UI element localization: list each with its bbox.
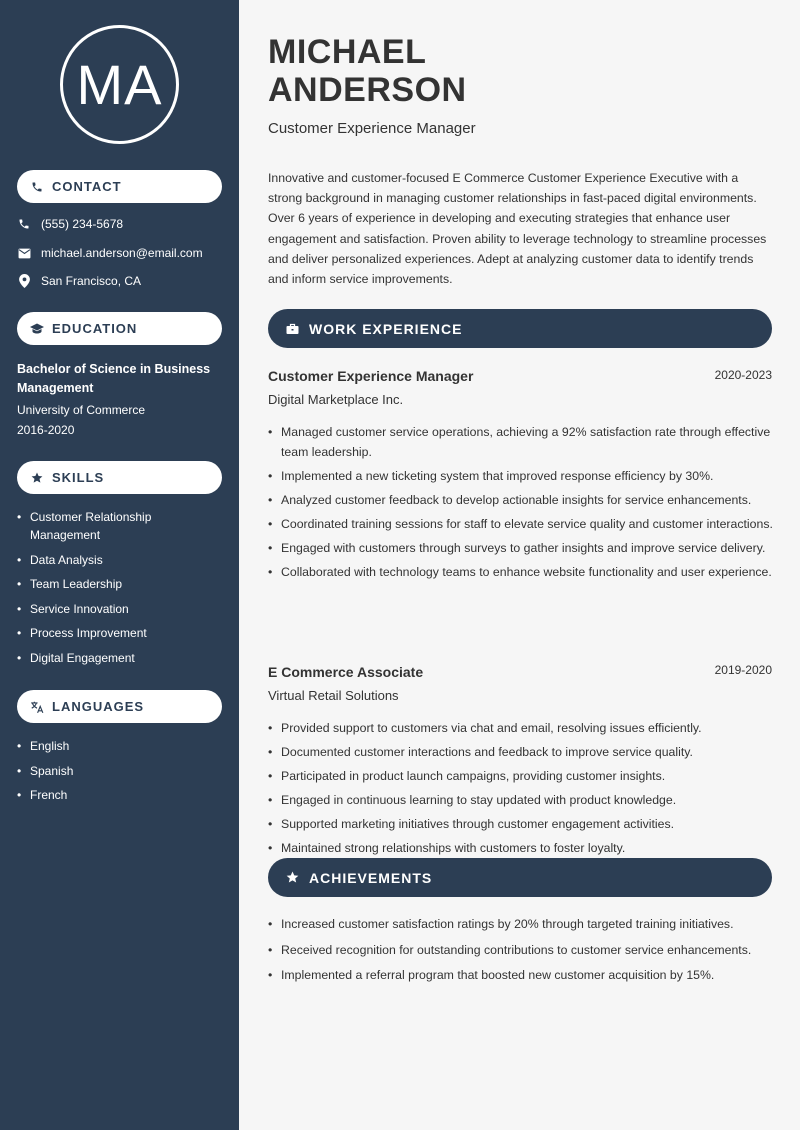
job-2-dates: 2019-2020: [714, 663, 772, 677]
achievement-item: • Implemented a referral program that boosted new customer acquisition by 15%.: [268, 966, 773, 986]
education-degree: Bachelor of Science in Business Management: [17, 362, 211, 395]
contact-heading-label: CONTACT: [52, 179, 122, 194]
achievements-heading-label: ACHIEVEMENTS: [309, 869, 433, 886]
monogram: MA: [60, 25, 179, 144]
skills-heading: [17, 461, 222, 494]
job-bullet: • Supported marketing initiatives through customer engagement activities.: [268, 815, 773, 835]
location-pin-icon: [17, 274, 31, 288]
job-1-bullets: [268, 423, 773, 587]
education-heading-label: EDUCATION: [52, 321, 138, 336]
language-item: • French: [17, 786, 222, 804]
achievements-list: [268, 915, 773, 990]
candidate-name: [268, 33, 568, 109]
job-bullet: • Engaged in continuous learning to stay updated with product knowledge.: [268, 791, 773, 811]
star-icon: [285, 871, 299, 885]
phone-icon: [30, 180, 44, 194]
job-bullet: • Maintained strong relationships with customers to foster loyalty.: [268, 839, 773, 859]
languages-heading-label: LANGUAGES: [52, 699, 145, 714]
skill-item: • Customer Relationship Management: [17, 508, 222, 544]
job-2-company: Virtual Retail Solutions: [268, 688, 399, 703]
language-item: • Spanish: [17, 762, 222, 780]
job-1-title: Customer Experience Manager: [268, 368, 474, 384]
contact-phone: [17, 217, 123, 231]
translate-icon: [30, 700, 44, 714]
skill-item: • Digital Engagement: [17, 649, 222, 667]
phone-icon: [17, 217, 31, 231]
sidebar: [0, 0, 239, 1130]
job-bullet: • Implemented a new ticketing system that improved response efficiency by 30%.: [268, 467, 773, 487]
job-bullet: • Documented customer interactions and feedback to improve service quality.: [268, 743, 773, 763]
job-bullet: • Managed customer service operations, achieving a 92% satisfaction rate through effective team leadership.: [268, 423, 773, 462]
job-bullet: • Participated in product launch campaigns, providing customer insights.: [268, 767, 773, 787]
skill-item: • Service Innovation: [17, 600, 222, 618]
phone-number[interactable]: (555) 234-5678: [41, 217, 124, 231]
achievement-item: • Received recognition for outstanding contributions to customer service enhancements.: [268, 941, 773, 961]
achievement-item: • Increased customer satisfaction ratings by 20% through targeted training initiatives.: [268, 915, 773, 935]
languages-list: [17, 737, 222, 811]
education-school: University of Commerce: [17, 403, 146, 417]
job-bullet: • Provided support to customers via chat and email, resolving issues efficiently.: [268, 719, 773, 739]
education-heading: [17, 312, 222, 345]
contact-email: [17, 246, 203, 260]
job-1-company: Digital Marketplace Inc.: [268, 392, 404, 407]
languages-heading: [17, 690, 222, 723]
name-text: MICHAEL ANDERSON: [268, 33, 467, 109]
job-1-dates: 2020-2023: [714, 368, 772, 382]
job-2-title: E Commerce Associate: [268, 664, 424, 680]
star-icon: [30, 471, 44, 485]
work-experience-heading-label: WORK EXPERIENCE: [309, 320, 463, 337]
job-bullet: • Coordinated training sessions for staff to elevate service quality and customer interactions.: [268, 515, 773, 535]
work-experience-heading: [268, 309, 772, 348]
job-bullet: • Collaborated with technology teams to enhance website functionality and user experience.: [268, 563, 773, 583]
job-bullet: • Analyzed customer feedback to develop actionable insights for service enhancements.: [268, 491, 773, 511]
skill-item: • Team Leadership: [17, 575, 222, 593]
email-address[interactable]: michael.anderson@email.com: [41, 246, 203, 260]
education-years: 2016-2020: [17, 423, 75, 437]
skills-list: [17, 508, 222, 673]
graduation-cap-icon: [30, 322, 44, 336]
location-text: San Francisco, CA: [41, 274, 142, 288]
job-title: Customer Experience Manager: [268, 120, 476, 137]
language-item: • English: [17, 737, 222, 755]
skill-item: • Process Improvement: [17, 624, 222, 642]
skills-heading-label: SKILLS: [52, 470, 105, 485]
job-2-bullets: [268, 719, 773, 863]
skill-item: • Data Analysis: [17, 551, 222, 569]
job-bullet: • Engaged with customers through surveys to gather insights and improve service delivery.: [268, 539, 773, 559]
summary: Innovative and customer-focused E Commerce Customer Experience Executive with a strong background in managing customer relationships in fast-paced digital environments. Over 6 years of experience in developing and executing strategies that enhance user engagement and satisfaction. Proven ability to leverage technology to streamline processes and deliver personalized experiences. Adept at analyzing customer data to identify trends and inform service improvements.: [268, 171, 767, 287]
contact-location: [17, 274, 141, 288]
envelope-icon: [17, 246, 31, 260]
contact-heading: [17, 170, 222, 203]
achievements-heading: [268, 858, 772, 897]
briefcase-icon: [285, 322, 299, 336]
